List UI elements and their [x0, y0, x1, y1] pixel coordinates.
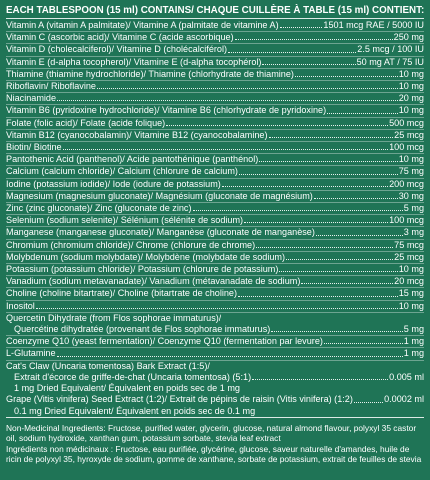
ingredient-name: Coenzyme Q10 (yeast fermentation)/ Coenzyme Q10 (fermentation par levure) — [6, 336, 323, 347]
non-medicinal-ingredients-en: Non-Medicinal Ingredients: Fructose, purified water, glycerin, glucose, natural almond flavour, polyxyl 35 castor oil, sodium hydroxide, xanthan gum, potassium sorbate, stevia leaf extract — [6, 422, 417, 444]
ingredient-amount: 1501 mcg RAE / 5000 IU — [323, 20, 424, 30]
dot-leader — [280, 26, 323, 28]
contents-heading: EACH TABLESPOON (15 ml) CONTAINS/ CHAQUE CUILLÈRE À TABLE (15 ml) CONTIENT: — [6, 4, 424, 19]
ingredient-amount: 75 mcg — [394, 239, 424, 250]
dot-leader — [324, 342, 403, 344]
ingredient-name: Manganese (manganese gluconate)/ Manganèse (gluconate de manganèse) — [6, 227, 315, 238]
dot-leader — [244, 221, 388, 223]
dot-leader — [57, 99, 398, 101]
ingredient-name: Vitamin C (ascorbic acid)/ Vitamine C (acide ascorbique) — [6, 32, 234, 43]
ingredient-row — [6, 32, 424, 44]
ingredient-row — [6, 406, 424, 418]
ingredient-name: Grape (Vitis vinifera) Seed Extract (1:2)/ Extrait de pépins de raisin (Vitis vinifera) (1:2) — [6, 394, 353, 405]
ingredient-row — [6, 264, 424, 276]
ingredient-name: Choline (choline bitartrate)/ Choline (bitartrate de choline) — [6, 288, 237, 299]
dot-leader — [256, 246, 393, 248]
ingredient-amount: 5 mg — [403, 324, 424, 335]
ingredient-name: Vitamin B6 (pyridoxine hydrochloride)/ Vitamine B6 (chlorhydrate de pyridoxine) — [6, 105, 327, 116]
ingredient-amount: 10 mg — [398, 105, 424, 116]
dot-leader — [316, 234, 403, 236]
ingredient-name: Vitamin E (d-alpha tocopherol)/ Vitamine E (d-alpha tocophérol) — [6, 56, 262, 67]
ingredient-row — [6, 179, 424, 191]
ingredient-amount: 30 mg — [398, 190, 424, 201]
ingredient-row — [6, 44, 424, 56]
ingredient-amount: 500 mcg — [389, 117, 424, 128]
dot-leader — [239, 173, 398, 175]
ingredient-name: 0.1 mg Dried Equivalent/ Équivalent en poids sec de 0.1 mg — [14, 405, 256, 416]
ingredient-name: Niacinamide — [6, 93, 57, 104]
dot-leader — [228, 51, 356, 53]
ingredient-amount: 0.0002 ml — [384, 394, 424, 405]
ingredient-name: Vitamin A (vitamin A palmitate)/ Vitamine A (palmitate de vitamine A) — [6, 20, 279, 30]
dot-leader — [222, 185, 388, 187]
ingredient-name: Cat's Claw (Uncaria tomentosa) Bark Extract (1:5)/ — [6, 360, 210, 371]
ingredient-name: Iodine (potassium iodide)/ Iode (iodure de potassium) — [6, 178, 221, 189]
ingredient-amount: 20 mg — [398, 93, 424, 104]
ingredient-name: Chromium (chromium chloride)/ Chrome (chlorure de chrome) — [6, 239, 256, 250]
ingredient-amount: 25 mcg — [394, 129, 424, 140]
non-medicinal-ingredients-fr: Ingrédients non médicinaux : Fructose, eau purifiée, glycérine, glucose, saveur naturelle d'amandes, huile de ricin de polyxyl 35, hyroxyde de sodium, gomme de xanthane, sorbate de potassium, extrait de feuilles de stevia — [6, 443, 422, 464]
ingredient-name: L-Glutamine — [6, 348, 56, 359]
ingredient-name: Folate (folic acid)/ Folate (acide folique) — [6, 117, 166, 128]
ingredient-name: 1 mg Dried Equivalent/ Équivalent en poids sec de 1 mg — [14, 383, 240, 394]
dot-leader — [166, 124, 388, 126]
dot-leader — [36, 307, 398, 309]
dot-leader — [295, 75, 398, 77]
ingredient-name: Extrait d'écorce de griffe-de-chat (Uncaria tomentosa) (5:1) — [14, 371, 252, 382]
ingredient-row — [6, 93, 424, 105]
dot-leader — [97, 87, 398, 89]
ingredient-row — [6, 215, 424, 227]
dot-leader — [279, 270, 397, 272]
ingredient-name: Molybdenum (sodium molybdate)/ Molybdène (molybdate de sodium) — [6, 251, 286, 262]
ingredient-amount: 5 mg — [403, 203, 424, 214]
ingredient-row — [6, 57, 424, 69]
ingredient-row — [6, 240, 424, 252]
ingredient-name: Quercetin Dihydrate (from Flos sophorae immaturus)/ — [6, 312, 222, 323]
ingredient-amount: 10 mg — [398, 81, 424, 92]
ingredient-name: Selenium (sodium selenite)/ Sélénium (sélénite de sodium) — [6, 215, 244, 226]
non-medicinal-ingredients — [6, 423, 424, 465]
dot-leader — [301, 282, 393, 284]
ingredient-row — [6, 361, 424, 372]
ingredient-row — [6, 81, 424, 93]
ingredient-name: Pantothenic Acid (panthenol)/ Acide pantothénique (panthénol) — [6, 154, 259, 165]
ingredient-row — [6, 69, 424, 81]
ingredient-amount: 75 mg — [398, 166, 424, 177]
dot-leader — [286, 258, 393, 260]
ingredient-list — [6, 20, 424, 418]
ingredient-row — [6, 227, 424, 239]
dot-leader — [314, 197, 398, 199]
ingredient-amount: 10 mg — [398, 300, 424, 311]
ingredient-name: Calcium (calcium chloride)/ Calcium (chlorure de calcium) — [6, 166, 238, 177]
ingredient-row — [6, 252, 424, 264]
ingredient-amount: 200 mcg — [389, 178, 424, 189]
ingredient-amount: 10 mg — [398, 68, 424, 79]
dot-leader — [235, 38, 393, 40]
ingredient-row — [6, 154, 424, 166]
ingredient-row — [6, 394, 424, 405]
ingredient-amount: 250 mg — [393, 32, 424, 43]
dot-leader — [57, 355, 403, 357]
ingredient-row — [6, 372, 424, 383]
ingredient-row — [6, 105, 424, 117]
ingredient-name: Biotin/ Biotine — [6, 142, 62, 153]
dot-leader — [327, 112, 398, 114]
ingredient-row — [6, 130, 424, 142]
dot-leader — [271, 330, 403, 332]
dot-leader — [259, 160, 397, 162]
ingredient-amount: 25 mcg — [394, 251, 424, 262]
ingredient-name: Inositol — [6, 300, 35, 311]
ingredient-row — [6, 166, 424, 178]
ingredient-amount: 1 mg — [403, 336, 424, 347]
ingredient-row — [6, 20, 424, 32]
ingredient-amount: 20 mcg — [394, 276, 424, 287]
ingredient-amount: 3 mg — [403, 227, 424, 238]
dot-leader — [63, 148, 389, 150]
ingredient-amount: 15 mg — [398, 288, 424, 299]
ingredient-amount: 0.005 ml — [389, 371, 424, 382]
ingredient-row — [6, 348, 424, 360]
ingredient-row — [6, 276, 424, 288]
ingredient-row — [6, 336, 424, 348]
ingredient-amount: 10 mg — [398, 154, 424, 165]
ingredient-amount: 50 mg AT / 75 IU — [356, 56, 424, 67]
dot-leader — [252, 378, 388, 380]
ingredient-name: Thiamine (thiamine hydrochloride)/ Thiamine (chlorhydrate de thiamine) — [6, 68, 294, 79]
ingredient-name: Magnesium (magnesium gluconate)/ Magnésium (gluconate de magnésium) — [6, 190, 313, 201]
ingredient-name: Quercétine dihydratée (provenant de Flos sophorae immaturus) — [14, 324, 271, 335]
ingredient-row — [6, 313, 424, 324]
ingredient-row — [6, 324, 424, 336]
ingredient-amount: 2.5 mcg / 100 IU — [357, 44, 424, 55]
ingredient-name: Vitamin D (cholecalciferol)/ Vitamine D (cholécalciférol) — [6, 44, 228, 55]
ingredient-amount: 10 mg — [398, 264, 424, 275]
ingredient-row — [6, 142, 424, 154]
ingredient-name: Vanadium (sodium metavanadate)/ Vanadium (métavanadate de sodium) — [6, 276, 301, 287]
ingredient-row — [6, 191, 424, 203]
ingredient-amount: 100 mcg — [389, 142, 424, 153]
ingredient-name: Riboflavin/ Riboflavine — [6, 81, 96, 92]
ingredient-name: Zinc (zinc gluconate)/ Zinc (gluconate de zinc) — [6, 203, 192, 214]
dot-leader — [269, 136, 394, 138]
dot-leader — [238, 295, 398, 297]
ingredient-row — [6, 118, 424, 130]
ingredient-row — [6, 288, 424, 300]
ingredient-row — [6, 203, 424, 215]
dot-leader — [193, 209, 403, 211]
ingredient-amount: 100 mcg — [389, 215, 424, 226]
ingredient-row — [6, 301, 424, 313]
ingredient-name: Vitamin B12 (cyanocobalamin)/ Vitamine B12 (cyanocobalamine) — [6, 129, 268, 140]
ingredient-row — [6, 383, 424, 394]
ingredient-amount: 1 mg — [403, 348, 424, 359]
dot-leader — [262, 63, 355, 65]
ingredient-name: Potassium (potassium chloride)/ Potassium (chlorure de potassium) — [6, 264, 279, 275]
dot-leader — [354, 401, 383, 403]
